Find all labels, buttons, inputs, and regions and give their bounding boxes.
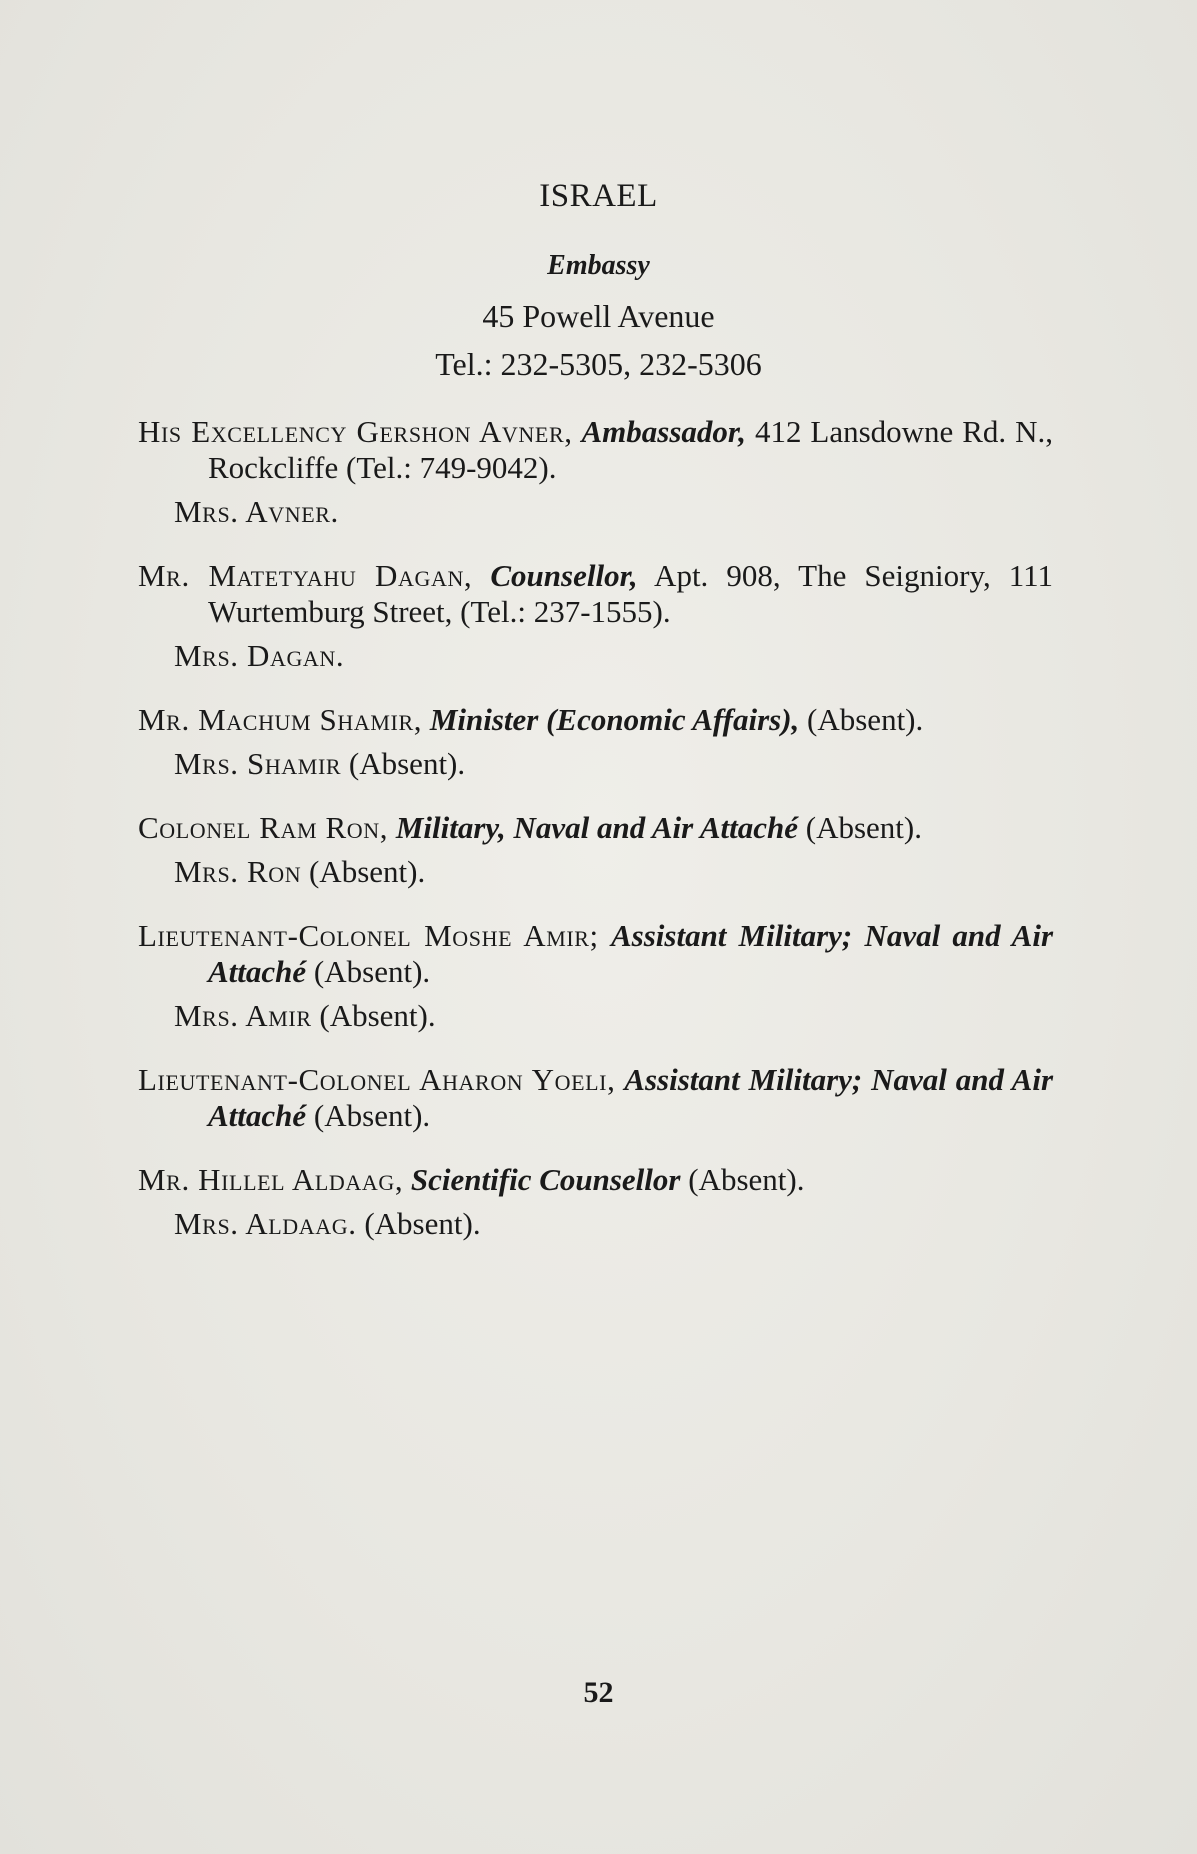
- spouse-line: [138, 746, 1053, 782]
- section-heading: Embassy: [547, 250, 650, 281]
- staff-entry: [138, 414, 1053, 530]
- staff-details: (Absent).: [306, 1098, 431, 1133]
- spouse-name: Mrs. Amir: [174, 998, 312, 1033]
- staff-name: Lieutenant-Colonel Aharon Yoeli,: [138, 1062, 616, 1097]
- spouse-note: (Absent).: [301, 854, 426, 889]
- staff-entry: [138, 1062, 1053, 1134]
- staff-name: Mr. Hillel Aldaag,: [138, 1162, 404, 1197]
- staff-role: Minister (Economic Affairs),: [429, 702, 800, 737]
- staff-name: Lieutenant-Colonel Moshe Amir;: [138, 918, 599, 953]
- staff-entry-main: [138, 810, 1053, 846]
- staff-details: 412 Lansdowne Rd. N., Rockcliffe (Tel.: 749-9042).: [208, 414, 1053, 485]
- staff-entry-main: [138, 558, 1053, 630]
- staff-entry-main: [138, 1162, 1053, 1198]
- staff-details: (Absent).: [306, 954, 431, 989]
- staff-role: Military, Naval and Air Attaché: [395, 810, 798, 845]
- staff-role: Counsellor,: [490, 558, 638, 593]
- staff-details: (Absent).: [799, 702, 924, 737]
- staff-details: (Absent).: [798, 810, 922, 845]
- spouse-name: Mrs. Avner.: [174, 494, 339, 529]
- staff-list: [138, 414, 1053, 1270]
- spouse-line: [138, 1206, 1053, 1242]
- staff-entry: [138, 558, 1053, 674]
- staff-role: Scientific Counsellor: [410, 1162, 681, 1197]
- staff-entry: [138, 918, 1053, 1034]
- staff-name: Colonel Ram Ron,: [138, 810, 389, 845]
- staff-name: Mr. Machum Shamir,: [138, 702, 423, 737]
- staff-entry-main: [138, 918, 1053, 990]
- staff-entry: [138, 1162, 1053, 1242]
- page-number: 52: [583, 1676, 614, 1709]
- spouse-line: [138, 854, 1053, 890]
- staff-entry-main: [138, 1062, 1053, 1134]
- embassy-address: 45 Powell Avenue: [482, 298, 715, 334]
- staff-role: Assistant Military; Naval and Air Attaché: [208, 1062, 1054, 1133]
- staff-entry: [138, 810, 1053, 890]
- spouse-line: [138, 998, 1053, 1034]
- staff-role: Ambassador,: [581, 414, 747, 449]
- staff-details: (Absent).: [680, 1162, 805, 1197]
- staff-name: Mr. Matetyahu Dagan,: [138, 558, 473, 593]
- spouse-line: [138, 638, 1053, 674]
- spouse-name: Mrs. Aldaag.: [174, 1206, 357, 1241]
- spouse-name: Mrs. Shamir: [174, 746, 342, 781]
- spouse-line: [138, 494, 1053, 530]
- spouse-note: (Absent).: [311, 998, 436, 1033]
- staff-entry-main: [138, 702, 1053, 738]
- embassy-telephone: Tel.: 232-5305, 232-5306: [435, 346, 762, 382]
- spouse-note: (Absent).: [341, 746, 466, 781]
- staff-entry: [138, 702, 1053, 782]
- staff-role: Assistant Military; Naval and Air Attaché: [208, 918, 1054, 989]
- staff-entry-main: [138, 414, 1053, 486]
- staff-name: His Excellency Gershon Avner,: [138, 414, 573, 449]
- country-heading: ISRAEL: [539, 178, 658, 214]
- spouse-note: (Absent).: [356, 1206, 481, 1241]
- spouse-name: Mrs. Ron: [174, 854, 302, 889]
- spouse-name: Mrs. Dagan.: [174, 638, 345, 673]
- staff-details: Apt. 908, The Seigniory, 111 Wurtemburg Street, (Tel.: 237-1555).: [208, 558, 1053, 629]
